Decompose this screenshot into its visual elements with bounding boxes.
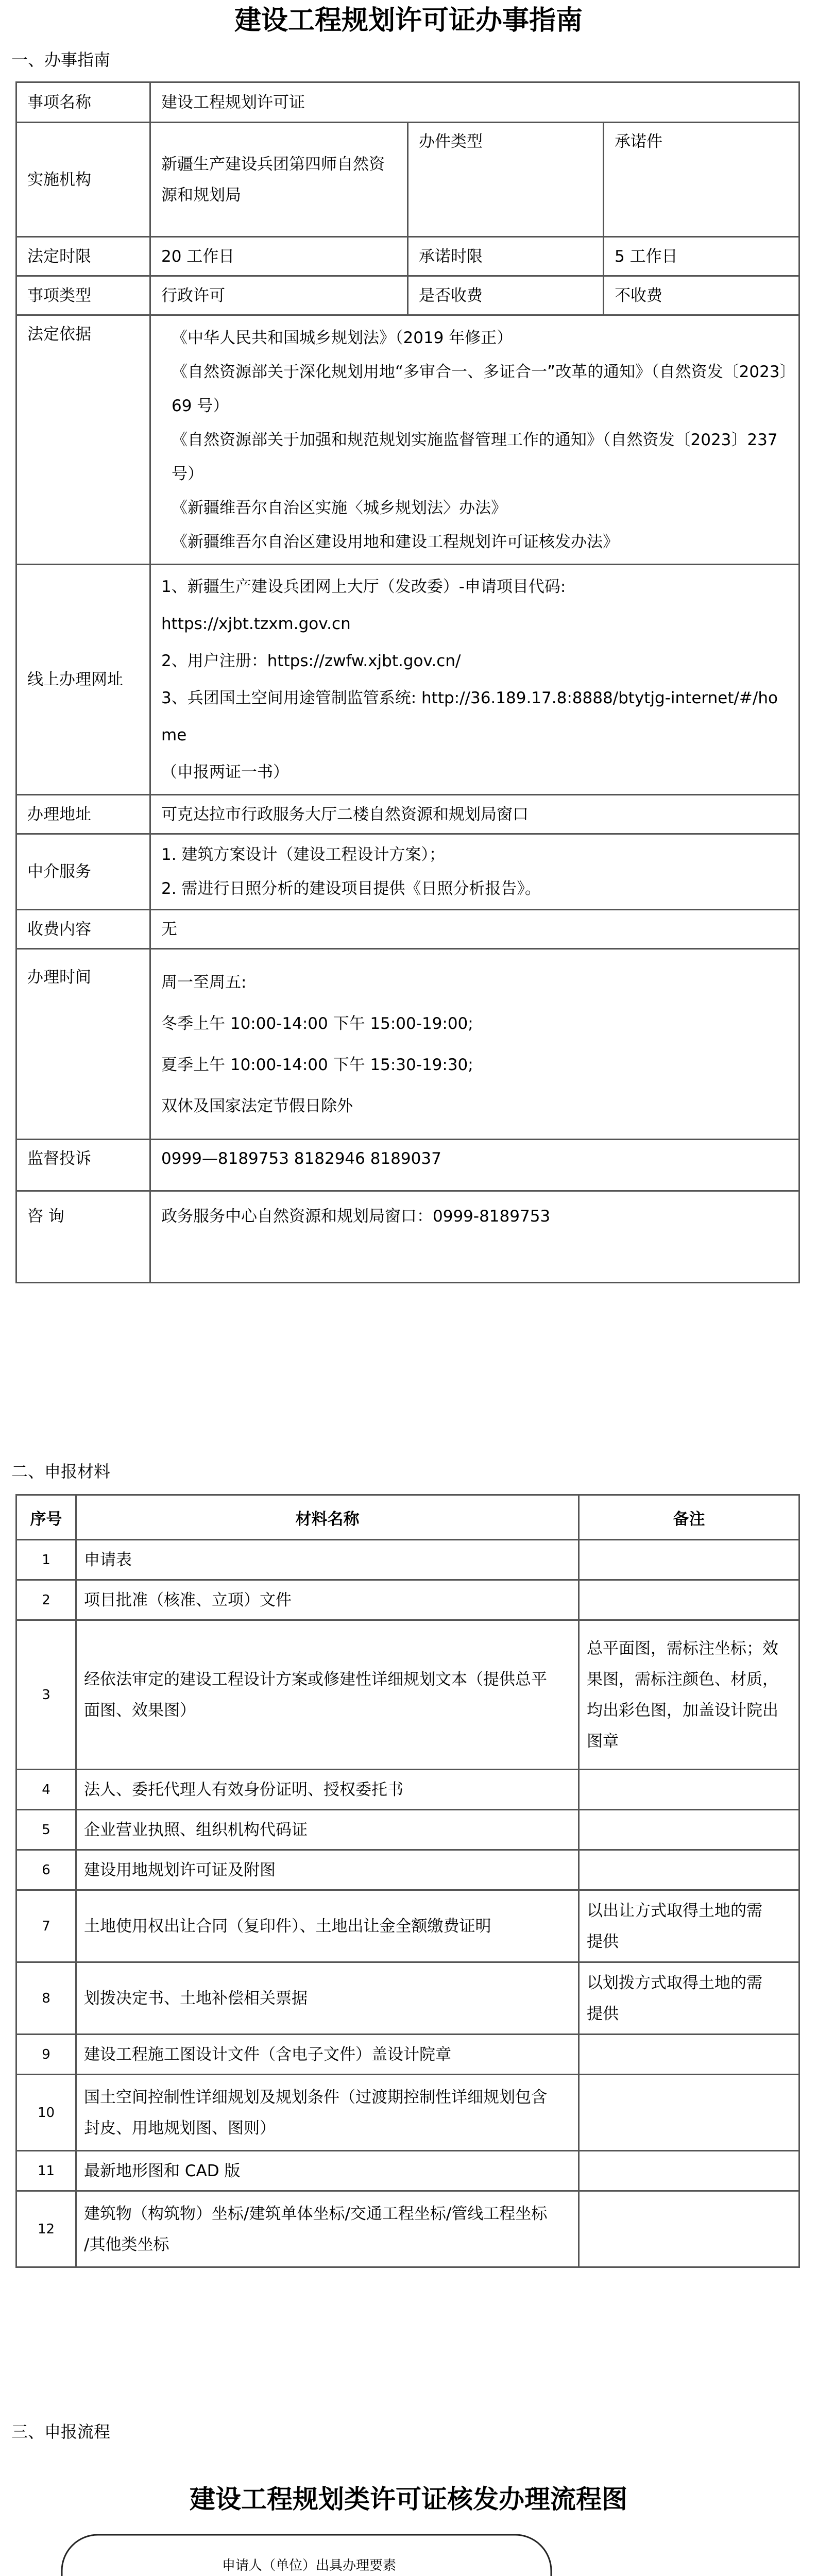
note-line: 提供 — [587, 1932, 619, 1951]
material-name-line: 建筑物（构筑物）坐标/建筑单体坐标/交通工程坐标/管线工程坐标 — [84, 2204, 548, 2223]
header-note: 备注 — [579, 1495, 799, 1540]
row-number: 10 — [16, 2075, 76, 2151]
complaint-label: 监督投诉 — [16, 1140, 150, 1191]
hours-line: 冬季上午 10:00-14:00 下午 15:00-19:00; — [161, 1014, 473, 1033]
row-note — [579, 1850, 799, 1890]
name-value: 建设工程规划许可证 — [150, 82, 799, 123]
address-value: 可克达拉市行政服务大厅二楼自然资源和规划局窗口 — [150, 795, 799, 834]
charge-label: 收费内容 — [16, 910, 150, 949]
promise-limit-value: 5 工作日 — [604, 237, 799, 276]
agency-label: 实施机构 — [16, 123, 150, 237]
row-material-name — [76, 1810, 579, 1850]
table-row — [16, 2151, 799, 2191]
material-name-line: 封皮、用地规划图、图则） — [84, 2119, 276, 2138]
consult-label: 咨 询 — [16, 1191, 150, 1283]
row-number: 8 — [16, 1962, 76, 2035]
basis-line: 《新疆维吾尔自治区实施〈城乡规划法〉办法》 — [172, 498, 507, 517]
row-note — [579, 1770, 799, 1810]
row-number: 11 — [16, 2151, 76, 2191]
address-label: 办理地址 — [16, 795, 150, 834]
legal-limit-value: 20 工作日 — [150, 237, 408, 276]
agent-value — [150, 834, 799, 910]
row-number: 4 — [16, 1770, 76, 1810]
row-note — [579, 1962, 799, 2035]
row-note — [579, 1810, 799, 1850]
table-row — [16, 1770, 799, 1810]
online-line: （申报两证一书） — [161, 763, 289, 782]
table-row — [16, 1580, 799, 1620]
material-name-line: 建设工程施工图设计文件（含电子文件）盖设计院章 — [84, 2045, 451, 2064]
row-number: 9 — [16, 2035, 76, 2075]
flowchart — [0, 2483, 817, 2576]
note-line: 均出彩色图，加盖设计院出 — [587, 1701, 778, 1720]
row-note — [579, 2191, 799, 2267]
material-name-line: 经依法审定的建设工程设计方案或修建性详细规划文本（提供总平 — [84, 1670, 547, 1689]
material-name-line: 申请表 — [84, 1550, 132, 1569]
materials-table — [15, 1494, 800, 2268]
promise-limit-label: 承诺时限 — [408, 237, 604, 276]
basis-line: 《自然资源部关于深化规划用地“多审合一、多证合一”改革的通知》（自然资发〔2023〕 — [172, 362, 796, 381]
row-number: 3 — [16, 1620, 76, 1770]
material-name-line: /其他类坐标 — [84, 2235, 169, 2254]
office-type-label: 办件类型 — [408, 123, 604, 237]
basis-line: 《新疆维吾尔自治区建设用地和建设工程规划许可证核发办法》 — [172, 532, 619, 551]
row-material-name — [76, 1962, 579, 2035]
row-note — [579, 1580, 799, 1620]
hours-label: 办理时间 — [16, 949, 150, 1140]
online-link[interactable]: 2、用户注册：https://zwfw.xjbt.gov.cn/ — [161, 652, 461, 670]
row-note — [579, 1620, 799, 1770]
table-row — [16, 1890, 799, 1962]
page-title: 建设工程规划许可证办事指南 — [234, 5, 583, 36]
agent-line: 2. 需进行日照分析的建设项目提供《日照分析报告》。 — [161, 879, 541, 898]
table-row — [16, 1810, 799, 1850]
row-note — [579, 1890, 799, 1962]
material-name-line: 建设用地规划许可证及附图 — [84, 1860, 276, 1879]
row-note — [579, 2075, 799, 2151]
row-material-name — [76, 2191, 579, 2267]
row-number: 1 — [16, 1540, 76, 1580]
row-material-name — [76, 1580, 579, 1620]
agent-line: 1. 建筑方案设计（建设工程设计方案）； — [161, 845, 445, 864]
table-row — [16, 2191, 799, 2267]
material-name-line: 国土空间控制性详细规划及规划条件（过渡期控制性详细规划包含 — [84, 2088, 547, 2107]
table-row — [16, 1850, 799, 1890]
basis-line: 《中华人民共和国城乡规划法》（2019 年修正） — [172, 328, 513, 347]
flow-title: 建设工程规划类许可证核发办理流程图 — [190, 2484, 627, 2514]
material-name-line: 土地使用权出让合同（复印件）、土地出让金全额缴费证明 — [84, 1917, 491, 1936]
row-material-name — [76, 2035, 579, 2075]
material-name-line: 项目批准（核准、立项）文件 — [84, 1590, 292, 1609]
row-note — [579, 2035, 799, 2075]
row-number: 12 — [16, 2191, 76, 2267]
note-line: 以出让方式取得土地的需 — [587, 1901, 762, 1920]
basis-line: 《自然资源部关于加强和规范规划实施监督管理工作的通知》（自然资发〔2023〕237 — [172, 430, 778, 449]
online-label: 线上办理网址 — [16, 565, 150, 795]
material-name-line: 企业营业执照、组织机构代码证 — [84, 1820, 308, 1839]
row-material-name — [76, 1890, 579, 1962]
row-material-name — [76, 1850, 579, 1890]
material-name-line: 划拨决定书、土地补偿相关票据 — [84, 1989, 308, 2008]
name-label: 事项名称 — [16, 82, 150, 123]
hours-line: 夏季上午 10:00-14:00 下午 15:30-19:30; — [161, 1055, 473, 1074]
row-material-name — [76, 2075, 579, 2151]
section-heading-materials: 二、申报材料 — [11, 1462, 111, 1481]
apply-text: 申请人（单位）出具办理要素 — [222, 2558, 397, 2573]
hours-value — [150, 949, 799, 1140]
row-material-name — [76, 1620, 579, 1770]
basis-line: 号） — [172, 464, 203, 483]
row-number: 6 — [16, 1850, 76, 1890]
row-number: 5 — [16, 1810, 76, 1850]
row-number: 7 — [16, 1890, 76, 1962]
row-material-name — [76, 1540, 579, 1580]
row-note — [579, 2151, 799, 2191]
agency-line: 新疆生产建设兵团第四师自然资 — [161, 155, 385, 174]
row-material-name — [76, 1770, 579, 1810]
agency-value — [150, 123, 408, 237]
basis-line: 69 号） — [172, 396, 229, 415]
note-line: 提供 — [587, 2004, 619, 2023]
table-row — [16, 2075, 799, 2151]
basis-value — [150, 315, 799, 565]
header-no: 序号 — [16, 1495, 76, 1540]
hours-line: 周一至周五: — [161, 973, 247, 992]
basis-label: 法定依据 — [16, 315, 150, 565]
legal-limit-label: 法定时限 — [16, 237, 150, 276]
row-note — [579, 1540, 799, 1580]
office-type-value: 承诺件 — [604, 123, 799, 237]
agent-label: 中介服务 — [16, 834, 150, 910]
row-number: 2 — [16, 1580, 76, 1620]
online-line: 1、新疆生产建设兵团网上大厅（发改委）-申请项目代码: — [161, 578, 566, 596]
table-row — [16, 1540, 799, 1580]
note-line: 以划拨方式取得土地的需 — [587, 1973, 762, 1992]
note-line: 果图，需标注颜色、材质， — [587, 1670, 778, 1689]
note-line: 图章 — [587, 1732, 619, 1751]
agency-line: 源和规划局 — [161, 185, 241, 205]
fee-value: 不收费 — [604, 276, 799, 315]
consult-value: 政务服务中心自然资源和规划局窗口：0999-8189753 — [150, 1191, 799, 1283]
material-name-line: 最新地形图和 CAD 版 — [84, 2161, 241, 2180]
section-heading-guide: 一、办事指南 — [11, 50, 111, 70]
online-link[interactable]: 3、兵团国土空间用途管制监管系统: http://36.189.17.8:8888/btytjg-internet/#/home — [161, 689, 778, 744]
material-name-line: 法人、委托代理人有效身份证明、授权委托书 — [84, 1780, 403, 1799]
item-type-value: 行政许可 — [150, 276, 408, 315]
row-material-name — [76, 2151, 579, 2191]
guide-table — [15, 81, 800, 1283]
table-row — [16, 1620, 799, 1770]
note-line: 总平面图，需标注坐标；效 — [587, 1639, 778, 1658]
fee-label: 是否收费 — [408, 276, 604, 315]
table-row — [16, 1962, 799, 2035]
header-name: 材料名称 — [76, 1495, 579, 1540]
table-row — [16, 2035, 799, 2075]
section-heading-flow: 三、申报流程 — [11, 2422, 111, 2442]
complaint-value: 0999—8189753 8182946 8189037 — [150, 1140, 799, 1191]
online-link[interactable]: https://xjbt.tzxm.gov.cn — [161, 615, 351, 633]
hours-line: 双休及国家法定节假日除外 — [161, 1096, 353, 1115]
charge-value: 无 — [150, 910, 799, 949]
online-value — [150, 565, 799, 795]
material-name-line: 面图、效果图） — [84, 1701, 196, 1720]
item-type-label: 事项类型 — [16, 276, 150, 315]
